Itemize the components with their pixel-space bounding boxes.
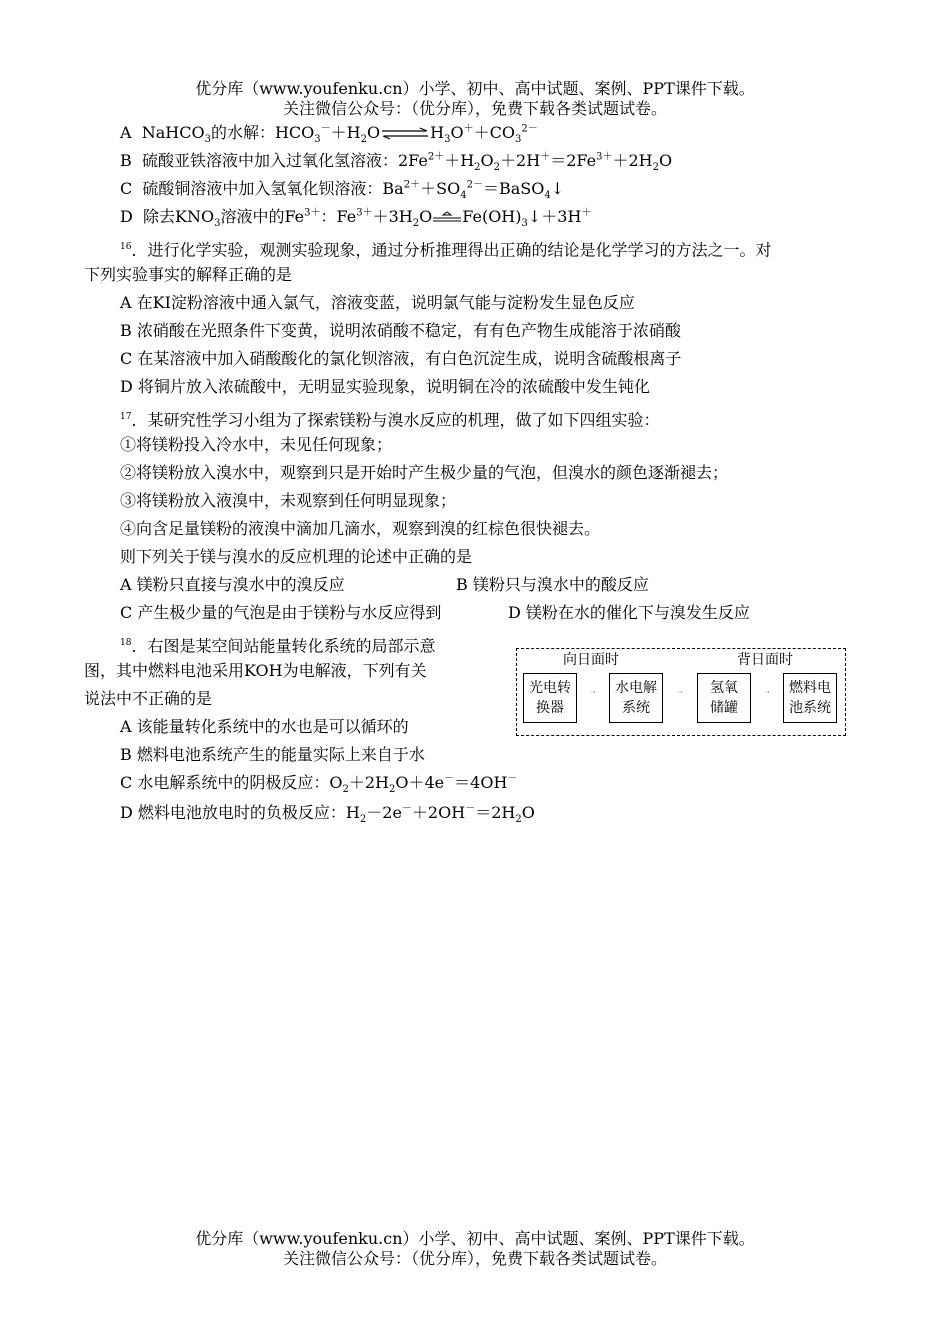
heating-equals-icon: [432, 211, 462, 225]
q17-step-2: ②将镁粉放入溴水中，观察到只是开始时产生极少量的气泡，但溴水的颜色逐渐褪去；: [120, 463, 729, 482]
q17-option-c: C 产生极少量的气泡是由于镁粉与水反应得到: [120, 603, 442, 622]
q17-option-a: A 镁粉只直接与溴水中的溴反应: [120, 575, 345, 594]
hydrogen-oxygen-tank-box: 氢氧 储罐: [697, 673, 751, 723]
q15-option-d: D 除去$KNO_3$溶液中的$Fe^{3+}$：$Fe^{3+}+3H_2O$ $Fe(OH)_3↓+3H^+$: [120, 207, 592, 230]
q16-option-b: B 浓硝酸在光照条件下变黄，说明浓硝酸不稳定，有有色产物生成能溶于浓硝酸: [120, 321, 681, 340]
q17-question: 则下列关于镁与溴水的反应机理的论述中正确的是: [120, 547, 473, 566]
q16-option-a: A 在KI淀粉溶液中通入氯气，溶液变蓝，说明氯气能与淀粉发生显色反应: [120, 293, 635, 312]
arrow-right-icon: [578, 691, 608, 693]
q17-option-b: B 镁粉只与溴水中的酸反应: [456, 575, 649, 594]
fuel-cell-box: 燃料电 池系统: [783, 673, 837, 723]
q15-option-c: C 硫酸铜溶液中加入氢氧化钡溶液：$Ba^{2+}+SO_4^{2-}=BaSO_4↓$: [120, 179, 565, 202]
equilibrium-arrow-icon: [380, 127, 430, 141]
header-line-2: 关注微信公众号：（优分库），免费下载各类试题试卷。: [282, 99, 667, 118]
footer-line-1: 优分库（www.youfenku.cn）小学、初中、高中试题、案例、PPT课件下载。: [195, 1229, 755, 1248]
q18-option-a: A 该能量转化系统中的水也是可以循环的: [120, 717, 409, 736]
q18-option-c: C 水电解系统中的阴极反应：$O_2+2H_2O+4e^-=4OH^-$: [120, 773, 518, 796]
footer-line-2: 关注微信公众号：（优分库），免费下载各类试题试卷。: [282, 1249, 667, 1268]
q16-option-c: C 在某溶液中加入硝酸酸化的氯化钡溶液，有白色沉淀生成，说明含硫酸根离子: [120, 349, 682, 368]
energy-system-diagram: [516, 648, 846, 736]
shade-side-label: 背日面时: [737, 652, 793, 668]
q18-stem-cont-1: 图，其中燃料电池采用KOH为电解液，下列有关: [84, 661, 427, 680]
q17-option-d: D 镁粉在水的催化下与溴发生反应: [508, 603, 750, 622]
q17-step-4: ④向含足量镁粉的液溴中滴加几滴水，观察到溴的红棕色很快褪去。: [120, 519, 601, 538]
header-line-1: 优分库（www.youfenku.cn）小学、初中、高中试题、案例、PPT课件下载。: [195, 79, 755, 98]
sun-side-label: 向日面时: [563, 652, 619, 668]
q16-stem-cont: 下列实验事实的解释正确的是: [84, 265, 293, 284]
arrow-right-icon: [664, 691, 696, 693]
q17-step-1: ①将镁粉投入冷水中，未见任何现象；: [120, 435, 393, 454]
photoelectric-converter-box: 光电转 换器: [523, 673, 577, 723]
q17-stem: $^{17}$．某研究性学习小组为了探索镁粉与溴水反应的机理，做了如下四组实验：: [120, 410, 660, 430]
q15-option-a: A NaHCO$_3$的水解：$HCO_3^-+H_2O$ $H_3O^++CO_3^{2-}$: [120, 123, 538, 146]
q18-option-d: D 燃料电池放电时的负极反应：$H_2-2e^-+2OH^-=2H_2O$: [120, 803, 535, 826]
arrow-right-icon: [752, 691, 782, 693]
q18-stem-cont-2: 说法中不正确的是: [84, 689, 213, 708]
q17-step-3: ③将镁粉放入液溴中，未观察到任何明显现象；: [120, 491, 457, 510]
q18-option-b: B 燃料电池系统产生的能量实际上来自于水: [120, 745, 425, 764]
q18-stem: $^{18}$．右图是某空间站能量转化系统的局部示意: [120, 636, 436, 656]
q15-option-b: B 硫酸亚铁溶液中加入过氧化氢溶液：$2Fe^{2+}+H_2O_2+2H^+=2Fe^{3+}+2H_2O$: [120, 151, 673, 174]
q16-option-d: D 将铜片放入浓硫酸中，无明显实验现象，说明铜在冷的浓硫酸中发生钝化: [120, 377, 650, 396]
q16-stem: $^{16}$．进行化学实验，观测实验现象，通过分析推理得出正确的结论是化学学习的方法之一。对: [120, 240, 772, 260]
water-electrolysis-box: 水电解 系统: [609, 673, 663, 723]
